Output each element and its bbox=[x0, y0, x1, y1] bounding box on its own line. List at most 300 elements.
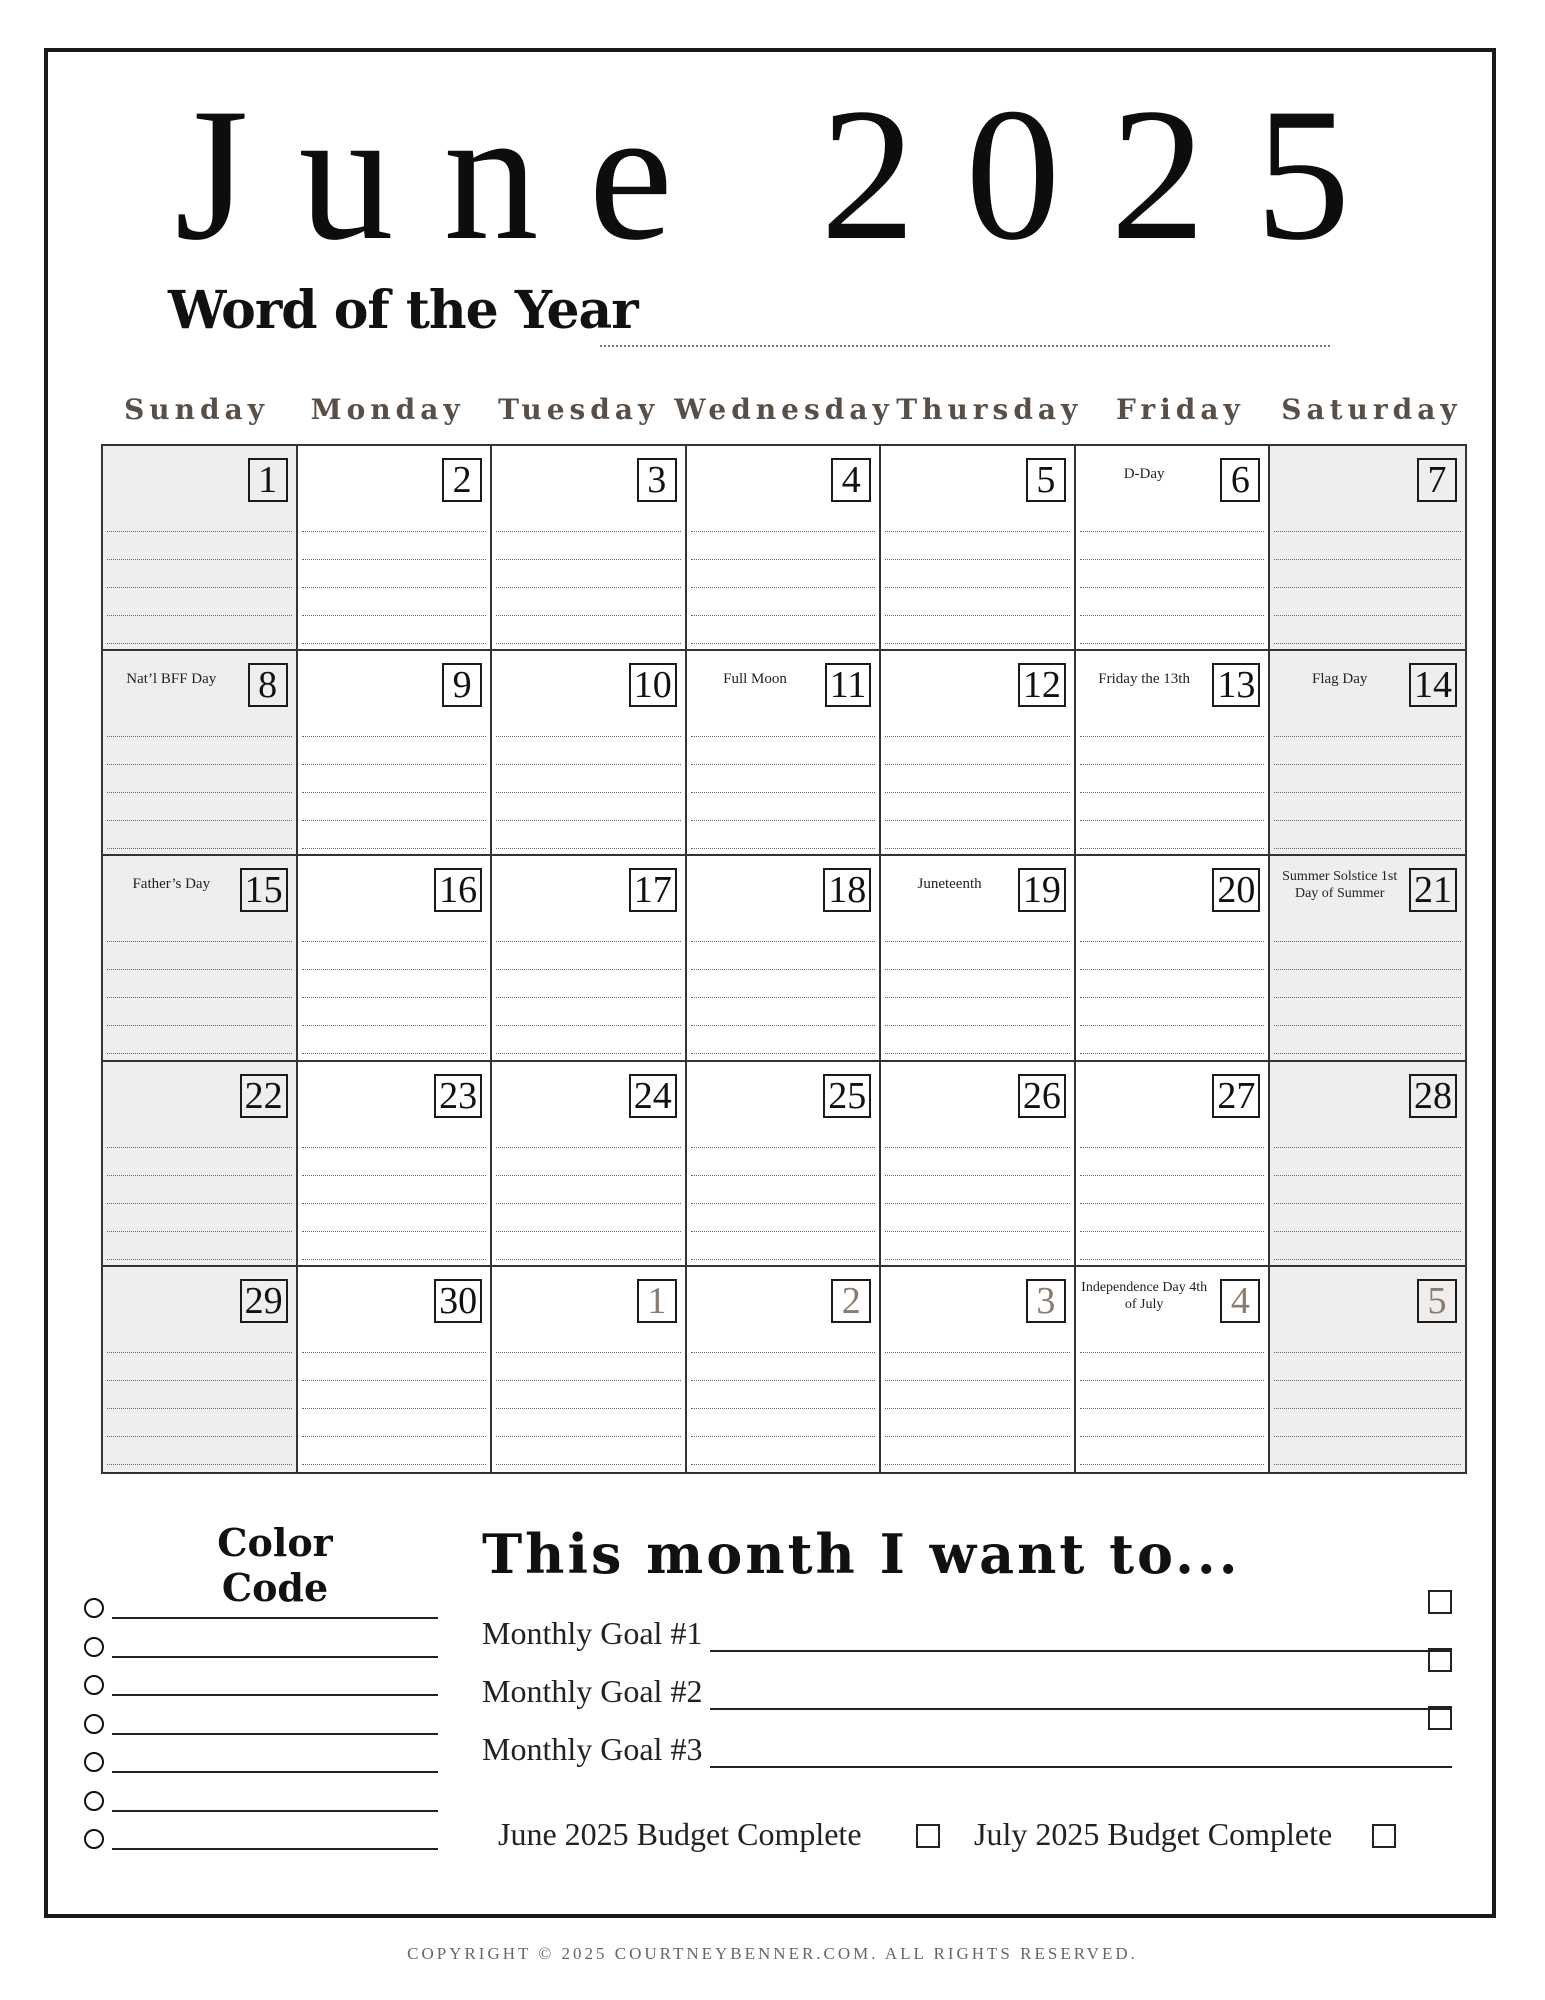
dotted-line bbox=[885, 1381, 1070, 1409]
dotted-line bbox=[107, 1176, 292, 1204]
dotted-line bbox=[1274, 560, 1461, 588]
dotted-line bbox=[885, 1026, 1070, 1054]
event-label: Summer Solstice 1st Day of Summer bbox=[1282, 869, 1398, 902]
dotted-line bbox=[885, 942, 1070, 970]
dotted-line bbox=[496, 560, 681, 588]
dotted-line bbox=[496, 1148, 681, 1176]
dotted-line bbox=[1080, 1381, 1265, 1409]
color-code-line[interactable] bbox=[112, 1694, 438, 1696]
writing-lines[interactable] bbox=[691, 1351, 876, 1467]
dotted-line bbox=[1080, 1204, 1265, 1232]
dotted-line bbox=[107, 560, 292, 588]
dotted-line bbox=[107, 588, 292, 616]
writing-lines[interactable] bbox=[496, 1146, 681, 1262]
day-number: 2 bbox=[831, 1279, 871, 1323]
day-cell[interactable] bbox=[687, 1267, 882, 1472]
dotted-line bbox=[107, 1232, 292, 1260]
dotted-line bbox=[302, 1204, 487, 1232]
day-cell[interactable] bbox=[1076, 651, 1271, 856]
dotted-line bbox=[885, 560, 1070, 588]
day-cell[interactable] bbox=[881, 651, 1076, 856]
day-cell[interactable] bbox=[492, 446, 687, 651]
dotted-line bbox=[496, 532, 681, 560]
day-number: 10 bbox=[629, 663, 677, 707]
day-number: 29 bbox=[240, 1279, 288, 1323]
dotted-line bbox=[496, 1381, 681, 1409]
dotted-line bbox=[1080, 998, 1265, 1026]
june-budget-label: June 2025 Budget Complete bbox=[498, 1816, 862, 1852]
goal-line[interactable] bbox=[710, 1766, 1452, 1768]
day-cell[interactable] bbox=[492, 856, 687, 1061]
calendar-grid bbox=[101, 444, 1467, 1474]
day-number: 15 bbox=[240, 868, 288, 912]
dotted-line bbox=[885, 970, 1070, 998]
dotted-line bbox=[1274, 942, 1461, 970]
day-number: 22 bbox=[240, 1074, 288, 1118]
writing-lines[interactable] bbox=[1274, 735, 1461, 851]
dotted-line bbox=[691, 821, 876, 849]
dotted-line bbox=[691, 1232, 876, 1260]
writing-lines[interactable] bbox=[107, 1351, 292, 1467]
day-cell[interactable] bbox=[687, 1062, 882, 1267]
dotted-line bbox=[1080, 1437, 1265, 1465]
day-number: 7 bbox=[1417, 458, 1457, 502]
dotted-line bbox=[1080, 532, 1265, 560]
day-cell[interactable] bbox=[298, 1062, 493, 1267]
dotted-line bbox=[496, 588, 681, 616]
dotted-line bbox=[1274, 1176, 1461, 1204]
dotted-line bbox=[1274, 1409, 1461, 1437]
dotted-line bbox=[107, 1381, 292, 1409]
day-number: 1 bbox=[248, 458, 288, 502]
day-number: 26 bbox=[1018, 1074, 1066, 1118]
dotted-line bbox=[496, 1232, 681, 1260]
day-cell[interactable] bbox=[687, 651, 882, 856]
dotted-line bbox=[302, 998, 487, 1026]
color-code-line[interactable] bbox=[112, 1848, 438, 1850]
color-code-row bbox=[84, 1631, 438, 1670]
day-number: 4 bbox=[831, 458, 871, 502]
dotted-line bbox=[107, 1437, 292, 1465]
writing-lines[interactable] bbox=[885, 1146, 1070, 1262]
day-number: 23 bbox=[434, 1074, 482, 1118]
color-circle-icon[interactable] bbox=[84, 1829, 104, 1849]
dotted-line bbox=[1274, 970, 1461, 998]
weekday-label: Thursday bbox=[896, 393, 1083, 426]
day-cell[interactable] bbox=[298, 1267, 493, 1472]
dotted-line bbox=[1274, 532, 1461, 560]
dotted-line bbox=[1080, 1176, 1265, 1204]
writing-lines[interactable] bbox=[885, 735, 1070, 851]
dotted-line bbox=[107, 942, 292, 970]
event-label: Juneteenth bbox=[917, 876, 982, 893]
dotted-line bbox=[1274, 1381, 1461, 1409]
day-number: 27 bbox=[1212, 1074, 1260, 1118]
goal-label: Monthly Goal #2 bbox=[482, 1673, 703, 1709]
word-of-the-year-label: Word of the Year bbox=[168, 280, 638, 341]
writing-lines[interactable] bbox=[1274, 530, 1461, 646]
dotted-line bbox=[1080, 942, 1265, 970]
color-circle-icon[interactable] bbox=[84, 1675, 104, 1695]
dotted-line bbox=[885, 1353, 1070, 1381]
writing-lines[interactable] bbox=[107, 1146, 292, 1262]
weekday-label: Sunday bbox=[124, 393, 269, 426]
day-cell[interactable] bbox=[492, 1267, 687, 1472]
dotted-line bbox=[302, 1409, 487, 1437]
day-cell[interactable] bbox=[492, 651, 687, 856]
day-cell[interactable] bbox=[103, 1062, 298, 1267]
dotted-line bbox=[302, 616, 487, 644]
day-number: 5 bbox=[1026, 458, 1066, 502]
writing-lines[interactable] bbox=[496, 530, 681, 646]
dotted-line bbox=[885, 1176, 1070, 1204]
weekday-header bbox=[101, 390, 1467, 430]
event-label: Independence Day 4th of July bbox=[1081, 1279, 1208, 1312]
dotted-line bbox=[691, 1148, 876, 1176]
dotted-line bbox=[691, 970, 876, 998]
word-of-the-year-line[interactable] bbox=[600, 345, 1330, 347]
event-label: Father’s Day bbox=[132, 876, 211, 893]
writing-lines[interactable] bbox=[1274, 1351, 1461, 1467]
writing-lines[interactable] bbox=[1080, 1351, 1265, 1467]
dotted-line bbox=[496, 1409, 681, 1437]
dotted-line bbox=[691, 560, 876, 588]
dotted-line bbox=[1080, 1232, 1265, 1260]
color-code-row bbox=[84, 1785, 438, 1824]
goal-line[interactable] bbox=[710, 1650, 1452, 1652]
dotted-line bbox=[691, 765, 876, 793]
dotted-line bbox=[107, 821, 292, 849]
dotted-line bbox=[1274, 1232, 1461, 1260]
color-code-list bbox=[84, 1592, 438, 1862]
event-label: Full Moon bbox=[723, 671, 787, 688]
dotted-line bbox=[1274, 1437, 1461, 1465]
dotted-line bbox=[885, 1232, 1070, 1260]
dotted-line bbox=[1080, 765, 1265, 793]
dotted-line bbox=[885, 616, 1070, 644]
dotted-line bbox=[496, 765, 681, 793]
dotted-line bbox=[302, 970, 487, 998]
day-number: 2 bbox=[442, 458, 482, 502]
day-number: 8 bbox=[248, 663, 288, 707]
writing-lines[interactable] bbox=[691, 530, 876, 646]
dotted-line bbox=[107, 793, 292, 821]
weekday-label: Wednesday bbox=[674, 393, 894, 426]
day-cell[interactable] bbox=[881, 446, 1076, 651]
writing-lines[interactable] bbox=[107, 940, 292, 1056]
dotted-line bbox=[1274, 1148, 1461, 1176]
dotted-line bbox=[302, 1176, 487, 1204]
goal-line[interactable] bbox=[710, 1708, 1452, 1710]
goal-row bbox=[482, 1606, 1452, 1656]
goal-checkbox[interactable] bbox=[1428, 1590, 1452, 1614]
color-code-line[interactable] bbox=[112, 1656, 438, 1658]
writing-lines[interactable] bbox=[496, 940, 681, 1056]
dotted-line bbox=[302, 532, 487, 560]
day-number: 19 bbox=[1018, 868, 1066, 912]
writing-lines[interactable] bbox=[302, 530, 487, 646]
writing-lines[interactable] bbox=[1080, 1146, 1265, 1262]
dotted-line bbox=[691, 942, 876, 970]
day-cell[interactable] bbox=[1076, 446, 1271, 651]
dotted-line bbox=[1274, 765, 1461, 793]
color-code-title: Color Code bbox=[217, 1520, 333, 1610]
writing-lines[interactable] bbox=[691, 735, 876, 851]
color-code-row bbox=[84, 1669, 438, 1708]
color-code-row bbox=[84, 1746, 438, 1785]
day-cell[interactable] bbox=[298, 856, 493, 1061]
day-cell[interactable] bbox=[1270, 1267, 1465, 1472]
dotted-line bbox=[302, 821, 487, 849]
day-number: 3 bbox=[1026, 1279, 1066, 1323]
writing-lines[interactable] bbox=[107, 530, 292, 646]
dotted-line bbox=[691, 998, 876, 1026]
dotted-line bbox=[1080, 970, 1265, 998]
color-code-row bbox=[84, 1592, 438, 1631]
writing-lines[interactable] bbox=[302, 1351, 487, 1467]
day-number: 3 bbox=[637, 458, 677, 502]
day-cell[interactable] bbox=[1270, 446, 1465, 651]
event-label: D-Day bbox=[1123, 466, 1165, 482]
dotted-line bbox=[1080, 616, 1265, 644]
goal-row bbox=[482, 1664, 1452, 1714]
dotted-line bbox=[496, 970, 681, 998]
dotted-line bbox=[107, 1148, 292, 1176]
color-code-line[interactable] bbox=[112, 1617, 438, 1619]
dotted-line bbox=[1274, 793, 1461, 821]
dotted-line bbox=[691, 1353, 876, 1381]
weekday-label: Saturday bbox=[1281, 393, 1462, 426]
dotted-line bbox=[1274, 1204, 1461, 1232]
dotted-line bbox=[1080, 793, 1265, 821]
dotted-line bbox=[107, 765, 292, 793]
dotted-line bbox=[1080, 588, 1265, 616]
dotted-line bbox=[1080, 560, 1265, 588]
dotted-line bbox=[302, 1232, 487, 1260]
dotted-line bbox=[107, 970, 292, 998]
color-code-line[interactable] bbox=[112, 1771, 438, 1773]
day-cell[interactable] bbox=[103, 1267, 298, 1472]
dotted-line bbox=[1274, 1026, 1461, 1054]
dotted-line bbox=[885, 793, 1070, 821]
dotted-line bbox=[691, 616, 876, 644]
dotted-line bbox=[885, 588, 1070, 616]
writing-lines[interactable] bbox=[496, 1351, 681, 1467]
day-number: 18 bbox=[823, 868, 871, 912]
day-cell[interactable] bbox=[687, 856, 882, 1061]
writing-lines[interactable] bbox=[691, 940, 876, 1056]
dotted-line bbox=[496, 821, 681, 849]
dotted-line bbox=[885, 737, 1070, 765]
june-budget-checkbox[interactable] bbox=[916, 1824, 940, 1848]
dotted-line bbox=[496, 1353, 681, 1381]
day-number: 17 bbox=[629, 868, 677, 912]
writing-lines[interactable] bbox=[1080, 530, 1265, 646]
dotted-line bbox=[302, 588, 487, 616]
day-cell[interactable] bbox=[881, 856, 1076, 1061]
dotted-line bbox=[691, 532, 876, 560]
day-number: 6 bbox=[1220, 458, 1260, 502]
day-number: 4 bbox=[1220, 1279, 1260, 1323]
july-budget-checkbox[interactable] bbox=[1372, 1824, 1396, 1848]
writing-lines[interactable] bbox=[1080, 735, 1265, 851]
dotted-line bbox=[496, 942, 681, 970]
dotted-line bbox=[496, 998, 681, 1026]
dotted-line bbox=[1080, 1409, 1265, 1437]
day-number: 28 bbox=[1409, 1074, 1457, 1118]
day-number: 25 bbox=[823, 1074, 871, 1118]
dotted-line bbox=[107, 616, 292, 644]
color-circle-icon[interactable] bbox=[84, 1752, 104, 1772]
color-circle-icon[interactable] bbox=[84, 1714, 104, 1734]
day-number: 1 bbox=[637, 1279, 677, 1323]
dotted-line bbox=[1274, 821, 1461, 849]
day-cell[interactable] bbox=[1270, 651, 1465, 856]
dotted-line bbox=[302, 765, 487, 793]
dotted-line bbox=[107, 532, 292, 560]
goal-label: Monthly Goal #3 bbox=[482, 1731, 703, 1767]
weekday-label: Tuesday bbox=[498, 393, 660, 426]
color-circle-icon[interactable] bbox=[84, 1637, 104, 1657]
dotted-line bbox=[691, 1176, 876, 1204]
color-code-line[interactable] bbox=[112, 1810, 438, 1812]
dotted-line bbox=[1274, 1353, 1461, 1381]
dotted-line bbox=[1080, 1026, 1265, 1054]
dotted-line bbox=[302, 1437, 487, 1465]
dotted-line bbox=[691, 1409, 876, 1437]
goal-row bbox=[482, 1722, 1452, 1772]
dotted-line bbox=[302, 793, 487, 821]
dotted-line bbox=[107, 1204, 292, 1232]
day-number: 14 bbox=[1409, 663, 1457, 707]
dotted-line bbox=[107, 737, 292, 765]
dotted-line bbox=[1080, 821, 1265, 849]
day-cell[interactable] bbox=[1270, 1062, 1465, 1267]
dotted-line bbox=[885, 1437, 1070, 1465]
day-number: 12 bbox=[1018, 663, 1066, 707]
event-label: Friday the 13th bbox=[1098, 671, 1190, 688]
writing-lines[interactable] bbox=[302, 735, 487, 851]
dotted-line bbox=[107, 1353, 292, 1381]
day-number: 9 bbox=[442, 663, 482, 707]
day-cell[interactable] bbox=[1076, 1062, 1271, 1267]
writing-lines[interactable] bbox=[1274, 1146, 1461, 1262]
dotted-line bbox=[302, 1353, 487, 1381]
day-cell[interactable] bbox=[103, 651, 298, 856]
dotted-line bbox=[107, 998, 292, 1026]
day-cell[interactable] bbox=[881, 1267, 1076, 1472]
dotted-line bbox=[885, 1148, 1070, 1176]
page-title: June 2025 bbox=[174, 70, 1401, 280]
writing-lines[interactable] bbox=[885, 530, 1070, 646]
writing-lines[interactable] bbox=[885, 1351, 1070, 1467]
dotted-line bbox=[496, 616, 681, 644]
dotted-line bbox=[691, 1026, 876, 1054]
day-number: 16 bbox=[434, 868, 482, 912]
dotted-line bbox=[1274, 616, 1461, 644]
dotted-line bbox=[107, 1409, 292, 1437]
day-number: 21 bbox=[1409, 868, 1457, 912]
day-cell[interactable] bbox=[298, 446, 493, 651]
color-circle-icon[interactable] bbox=[84, 1791, 104, 1811]
goal-label: Monthly Goal #1 bbox=[482, 1615, 703, 1651]
day-number: 30 bbox=[434, 1279, 482, 1323]
goal-checkbox[interactable] bbox=[1428, 1706, 1452, 1730]
event-label: Nat’l BFF Day bbox=[126, 671, 217, 688]
dotted-line bbox=[691, 1204, 876, 1232]
dotted-line bbox=[496, 737, 681, 765]
color-code-row bbox=[84, 1823, 438, 1862]
dotted-line bbox=[1080, 737, 1265, 765]
dotted-line bbox=[885, 998, 1070, 1026]
dotted-line bbox=[1080, 1353, 1265, 1381]
goal-checkbox[interactable] bbox=[1428, 1648, 1452, 1672]
writing-lines[interactable] bbox=[1274, 940, 1461, 1056]
day-cell[interactable] bbox=[881, 1062, 1076, 1267]
dotted-line bbox=[496, 1437, 681, 1465]
day-cell[interactable] bbox=[1270, 856, 1465, 1061]
dotted-line bbox=[302, 1381, 487, 1409]
writing-lines[interactable] bbox=[302, 940, 487, 1056]
writing-lines[interactable] bbox=[691, 1146, 876, 1262]
dotted-line bbox=[885, 765, 1070, 793]
day-cell[interactable] bbox=[492, 1062, 687, 1267]
writing-lines[interactable] bbox=[1080, 940, 1265, 1056]
day-number: 24 bbox=[629, 1074, 677, 1118]
dotted-line bbox=[302, 560, 487, 588]
july-budget-label: July 2025 Budget Complete bbox=[974, 1816, 1333, 1852]
dotted-line bbox=[1274, 998, 1461, 1026]
dotted-line bbox=[1080, 1148, 1265, 1176]
dotted-line bbox=[302, 737, 487, 765]
dotted-line bbox=[885, 532, 1070, 560]
day-cell[interactable] bbox=[103, 856, 298, 1061]
dotted-line bbox=[302, 1026, 487, 1054]
dotted-line bbox=[691, 793, 876, 821]
copyright-notice: COPYRIGHT © 2025 COURTNEYBENNER.COM. ALL RIGHTS RESERVED. bbox=[407, 1944, 1138, 1963]
color-code-row bbox=[84, 1708, 438, 1747]
dotted-line bbox=[496, 793, 681, 821]
color-code-line[interactable] bbox=[112, 1733, 438, 1735]
writing-lines[interactable] bbox=[885, 940, 1070, 1056]
weekday-label: Friday bbox=[1115, 393, 1245, 426]
dotted-line bbox=[691, 1437, 876, 1465]
day-cell[interactable] bbox=[687, 446, 882, 651]
dotted-line bbox=[1274, 588, 1461, 616]
day-cell[interactable] bbox=[103, 446, 298, 651]
goals-title: This month I want to... bbox=[482, 1522, 1241, 1586]
dotted-line bbox=[496, 1204, 681, 1232]
dotted-line bbox=[107, 1026, 292, 1054]
day-number: 5 bbox=[1417, 1279, 1457, 1323]
dotted-line bbox=[496, 1026, 681, 1054]
day-cell[interactable] bbox=[1076, 856, 1271, 1061]
dotted-line bbox=[302, 1148, 487, 1176]
writing-lines[interactable] bbox=[496, 735, 681, 851]
day-number: 13 bbox=[1212, 663, 1260, 707]
writing-lines[interactable] bbox=[302, 1146, 487, 1262]
writing-lines[interactable] bbox=[107, 735, 292, 851]
dotted-line bbox=[691, 588, 876, 616]
dotted-line bbox=[691, 737, 876, 765]
color-circle-icon[interactable] bbox=[84, 1598, 104, 1618]
day-cell[interactable] bbox=[1076, 1267, 1271, 1472]
dotted-line bbox=[302, 942, 487, 970]
day-cell[interactable] bbox=[298, 651, 493, 856]
dotted-line bbox=[885, 821, 1070, 849]
dotted-line bbox=[885, 1409, 1070, 1437]
dotted-line bbox=[885, 1204, 1070, 1232]
